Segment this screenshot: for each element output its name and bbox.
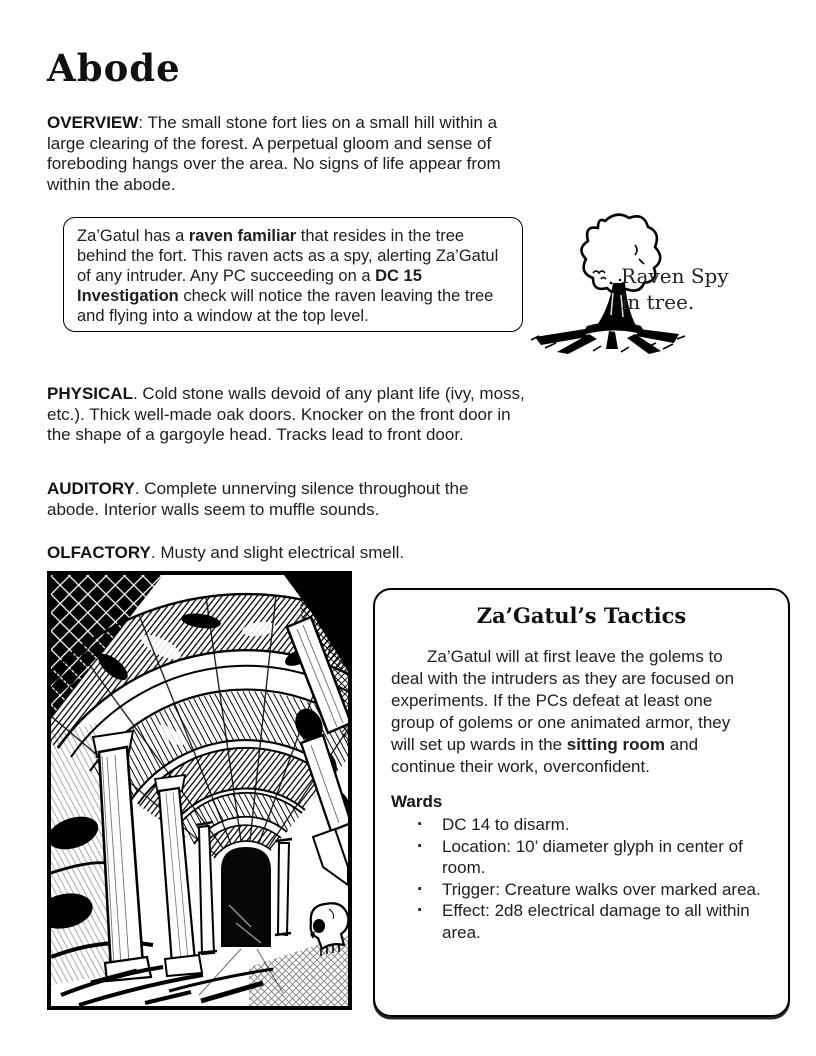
overview-text: : The small stone fort lies on a small hill within a large clearing of the forest. A perpetual gloom and sense of foreboding hangs over the area. No signs of life appear from within the abode. [47,113,501,194]
tactics-bold-sitting-room: sitting room [566,735,665,754]
ward-item-trigger [391,879,772,901]
olfactory-paragraph [47,543,525,564]
tactics-paragraph [391,646,772,778]
ward-item-text: Effect: 2d8 electrical damage to all within area. [442,901,750,942]
canopy-speckle [610,282,613,285]
physical-text: . Cold stone walls devoid of any plant life (ivy, moss, etc.). Thick well-made oak doors. Knocker on the front door in the shape of a gargoyle head. Tracks lead to front door. [47,384,525,444]
physical-paragraph [47,384,525,446]
callout-bold-dc-check: DC 15 Investigation [77,267,422,305]
ward-item-effect [391,900,772,943]
ward-item-disarm [391,814,772,836]
auditory-label: AUDITORY [47,479,135,498]
callout-bold-raven-familiar: raven familiar [188,227,297,245]
tactics-text-pre: Za’Gatul will at first leave the golems to deal with the intruders as they are focused on experiments. If the PCs defeat at least one group of golems or one animated armor, they will set up wards in the [391,647,735,754]
physical-label: PHYSICAL [47,384,133,403]
wards-heading: Wards [391,792,443,811]
auditory-text: . Complete unnerving silence throughout the abode. Interior walls seem to muffle sounds. [47,479,469,519]
dungeon-vault-illustration [51,575,348,1006]
dungeon-illustration-frame [47,571,352,1010]
callout-text-mid: that resides in the tree behind the fort. This raven acts as a spy, alerting Za’Gatul of any intruder. Any PC succeeding on a [77,227,499,285]
olfactory-label: OLFACTORY [47,543,151,562]
wards-list [391,814,772,943]
callout-text-pre: Za’Gatul has a [77,227,189,245]
overview-label: OVERVIEW [47,113,139,132]
olfactory-text: . Musty and slight electrical smell. [150,543,405,562]
tree-caption: Raven Spy in tree. [621,264,729,314]
tactics-box [373,588,790,1017]
tactics-text-post: and continue their work, overconfident. [391,735,699,776]
raven-callout-box [63,217,523,332]
overview-paragraph [47,113,525,195]
page-title: Abode [47,46,181,90]
ward-item-location [391,836,772,879]
tactics-title: Za’Gatul’s Tactics [476,603,687,628]
ward-item-text: Location: 10’ diameter glyph in center of room. [442,836,743,877]
tree-figure [527,207,763,357]
callout-text-post: check will notice the raven leaving the tree and flying into a window at the top level. [77,287,494,325]
ward-item-text: DC 14 to disarm. [442,815,570,834]
auditory-paragraph [47,479,525,520]
ward-item-text: Trigger: Creature walks over marked area. [442,879,761,899]
tree-roots [535,322,679,354]
dark-doorway [221,847,271,947]
